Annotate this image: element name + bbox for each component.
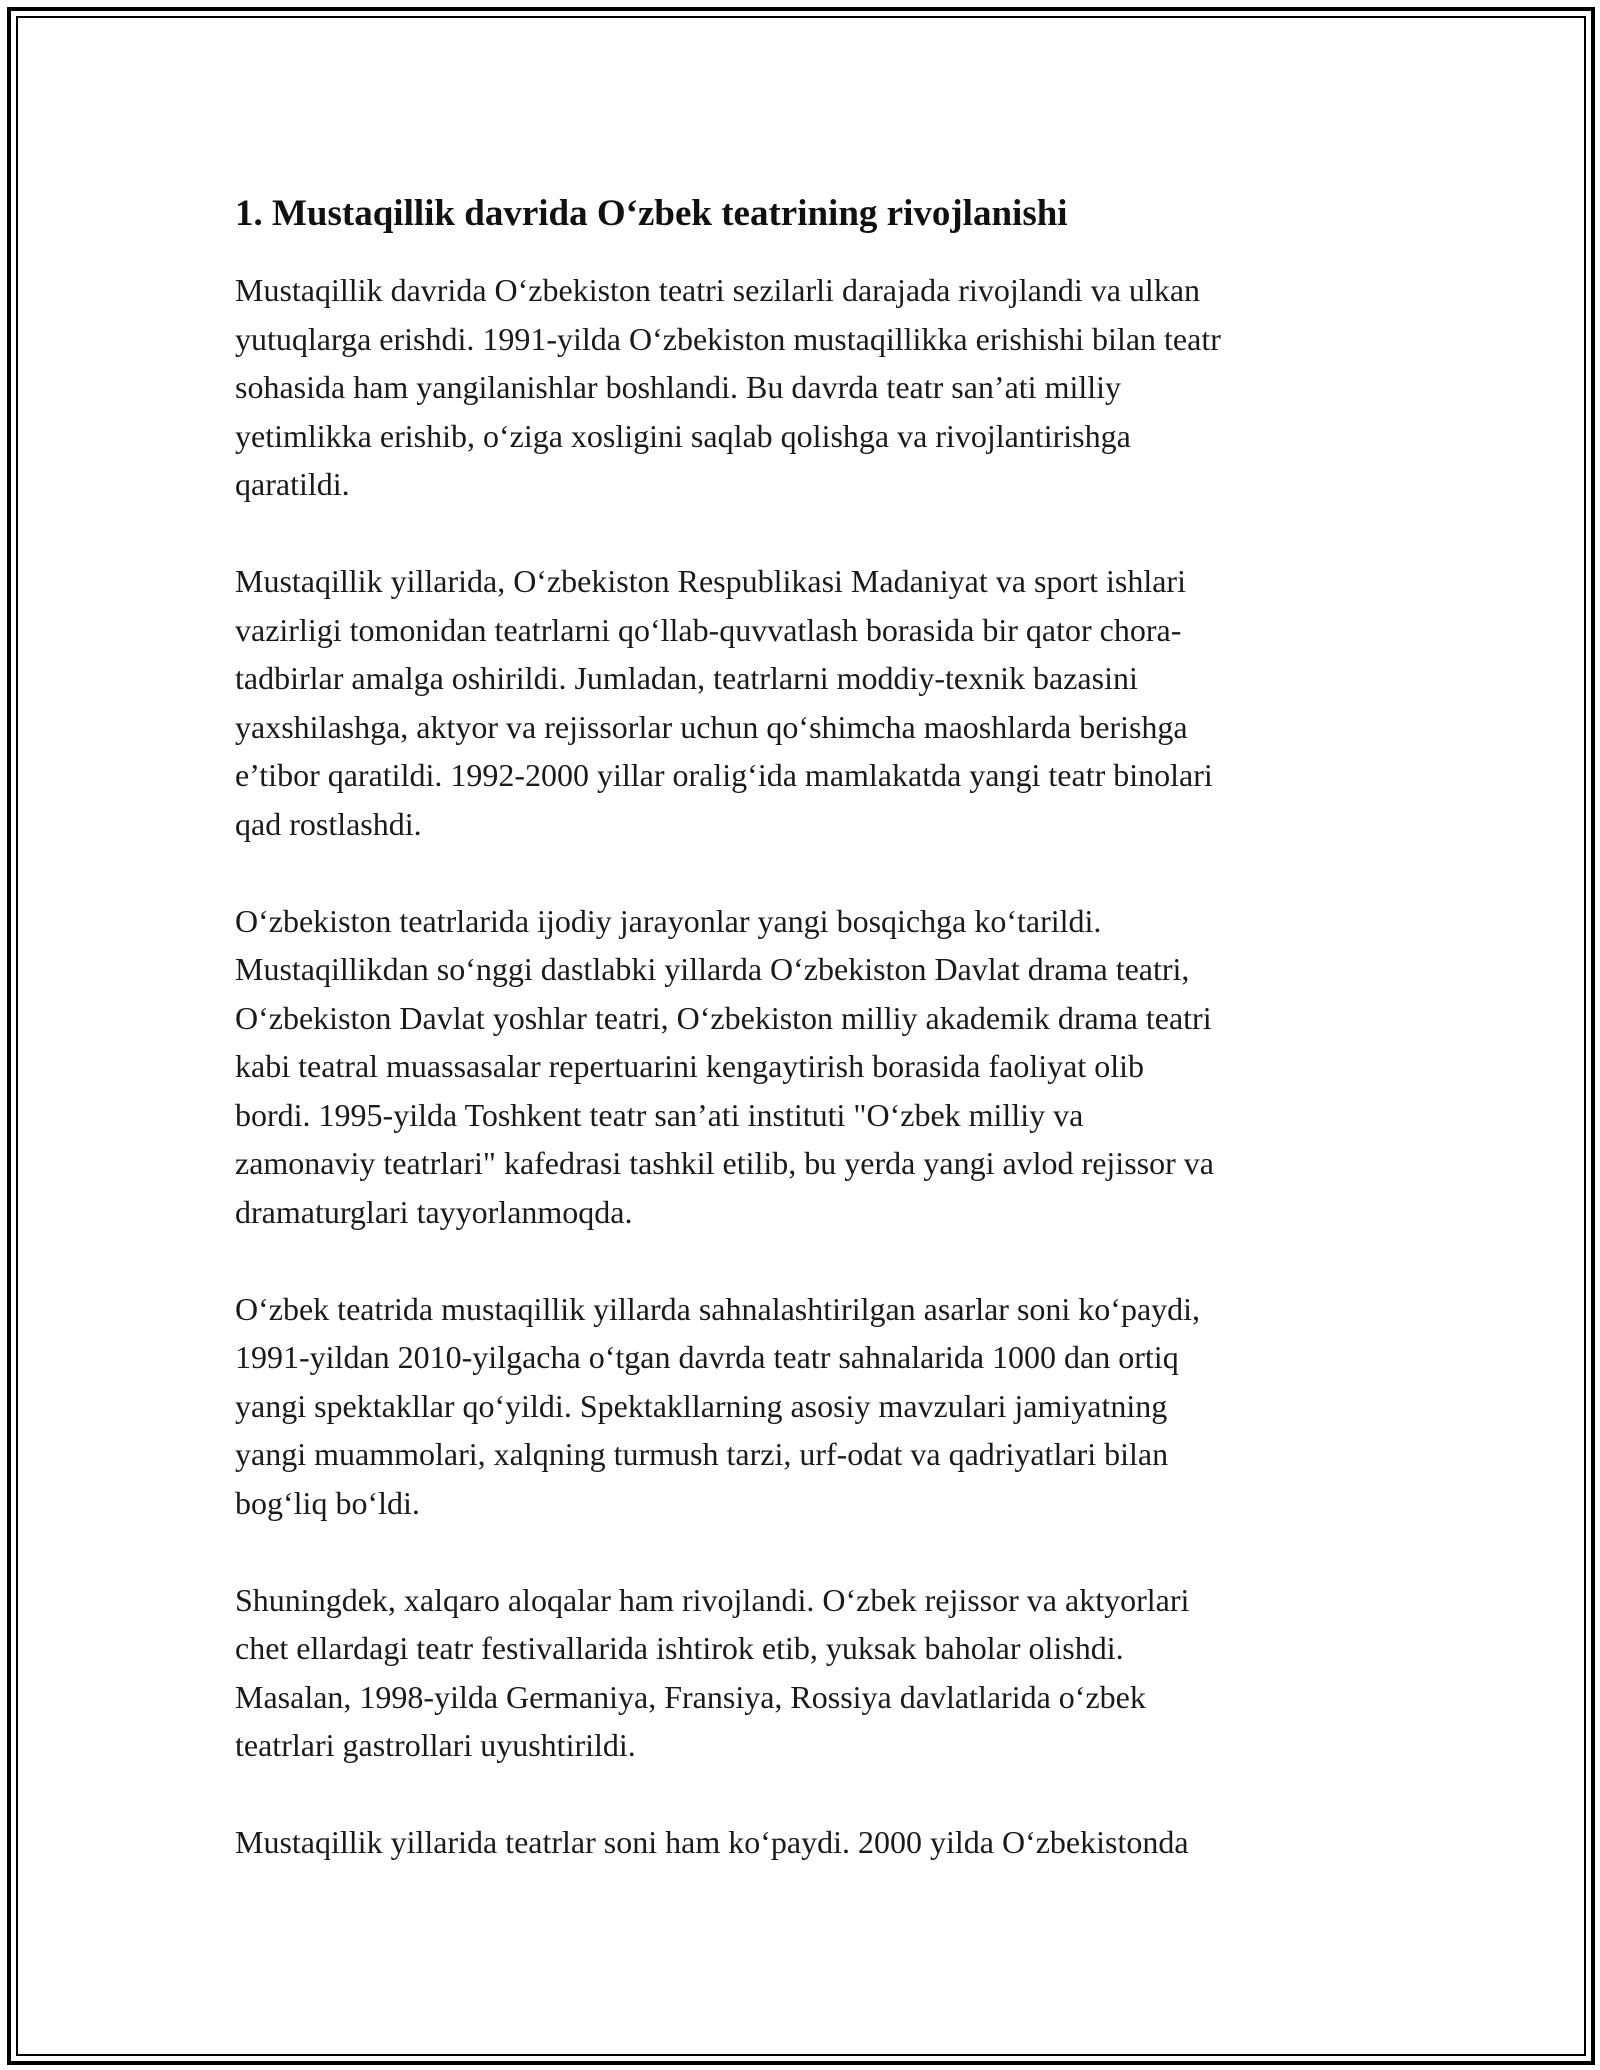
paragraph xyxy=(235,1818,1375,1867)
paragraph xyxy=(235,897,1375,1237)
text-line: bog‘liq bo‘ldi. xyxy=(235,1484,420,1521)
text-line: Mustaqillik davrida O‘zbekiston teatri sezilarli darajada rivojlandi va ulkan xyxy=(235,272,1201,308)
text-line: teatrlari gastrollari uyushtirildi. xyxy=(235,1727,636,1763)
text-line: qad rostlashdi. xyxy=(235,805,422,842)
paragraph-container xyxy=(235,266,1375,1867)
text-line: vazirligi tomonidan teatrlarni qo‘llab-quvvatlash borasida bir qator chora- xyxy=(235,611,1182,648)
text-line: kabi teatral muassasalar repertuarini kengaytirish borasida faoliyat olib xyxy=(235,1048,1144,1084)
text-line: zamonaviy teatrlari" kafedrasi tashkil etilib, bu yerda yangi avlod rejissor va xyxy=(235,1145,1214,1181)
text-line: 1991-yildan 2010-yilgacha o‘tgan davrda teatr sahnalarida 1000 dan ortiq xyxy=(235,1339,1179,1375)
paragraph xyxy=(235,266,1375,509)
text-line: bordi. 1995-yilda Toshkent teatr san’ati instituti "O‘zbek milliy va xyxy=(235,1096,1084,1133)
text-line: O‘zbekiston teatrlarida ijodiy jarayonlar yangi bosqichga ko‘tarildi. xyxy=(235,902,1102,939)
text-line: O‘zbekiston Davlat yoshlar teatri, O‘zbekiston milliy akademik drama teatri xyxy=(235,999,1212,1036)
text-line: Shuningdek, xalqaro aloqalar ham rivojlandi. O‘zbek rejissor va aktyorlari xyxy=(235,1581,1190,1618)
text-line: Mustaqillik yillarida teatrlar soni ham ko‘paydi. 2000 yilda O‘zbekistonda xyxy=(235,1824,1189,1860)
paragraph xyxy=(235,1576,1375,1770)
text-line: tadbirlar amalga oshirildi. Jumladan, teatrlarni moddiy-texnik bazasini xyxy=(235,660,1138,696)
text-line: yetimlikka erishib, o‘ziga xosligini saqlab qolishga va rivojlantirishga xyxy=(235,417,1131,454)
paragraph xyxy=(235,557,1375,848)
text-line: qaratildi. xyxy=(235,466,350,502)
text-line: Mustaqillikdan so‘nggi dastlabki yillarda O‘zbekiston Davlat drama teatri, xyxy=(235,951,1190,987)
document-title: 1. Mustaqillik davrida O‘zbek teatrining rivojlanishi xyxy=(235,193,1068,234)
text-line: Mustaqillik yillarida, O‘zbekiston Respublikasi Madaniyat va sport ishlari xyxy=(235,563,1186,599)
text-line: yangi spektakllar qo‘yildi. Spektakllarning asosiy mavzulari jamiyatning xyxy=(235,1387,1168,1424)
document-body xyxy=(235,188,1375,1915)
text-line: dramaturglari tayyorlanmoqda. xyxy=(235,1193,633,1230)
text-line: yangi muammolari, xalqning turmush tarzi, urf-odat va qadriyatlari bilan xyxy=(235,1436,1169,1472)
text-line: O‘zbek teatrida mustaqillik yillarda sahnalashtirilgan asarlar soni ko‘paydi, xyxy=(235,1290,1201,1327)
text-line: yaxshilashga, aktyor va rejissorlar uchun qo‘shimcha maoshlarda berishga xyxy=(235,708,1188,745)
paragraph xyxy=(235,1285,1375,1528)
text-line: e’tibor qaratildi. 1992-2000 yillar oralig‘ida mamlakatda yangi teatr binolari xyxy=(235,757,1213,793)
text-line: Masalan, 1998-yilda Germaniya, Fransiya, Rossiya davlatlarida o‘zbek xyxy=(235,1678,1146,1715)
text-line: sohasida ham yangilanishlar boshlandi. Bu davrda teatr san’ati milliy xyxy=(235,369,1122,405)
text-line: chet ellardagi teatr festivallarida ishtirok etib, yuksak baholar olishdi. xyxy=(235,1630,1124,1666)
text-line: yutuqlarga erishdi. 1991-yilda O‘zbekiston mustaqillikka erishishi bilan teatr xyxy=(235,320,1221,357)
